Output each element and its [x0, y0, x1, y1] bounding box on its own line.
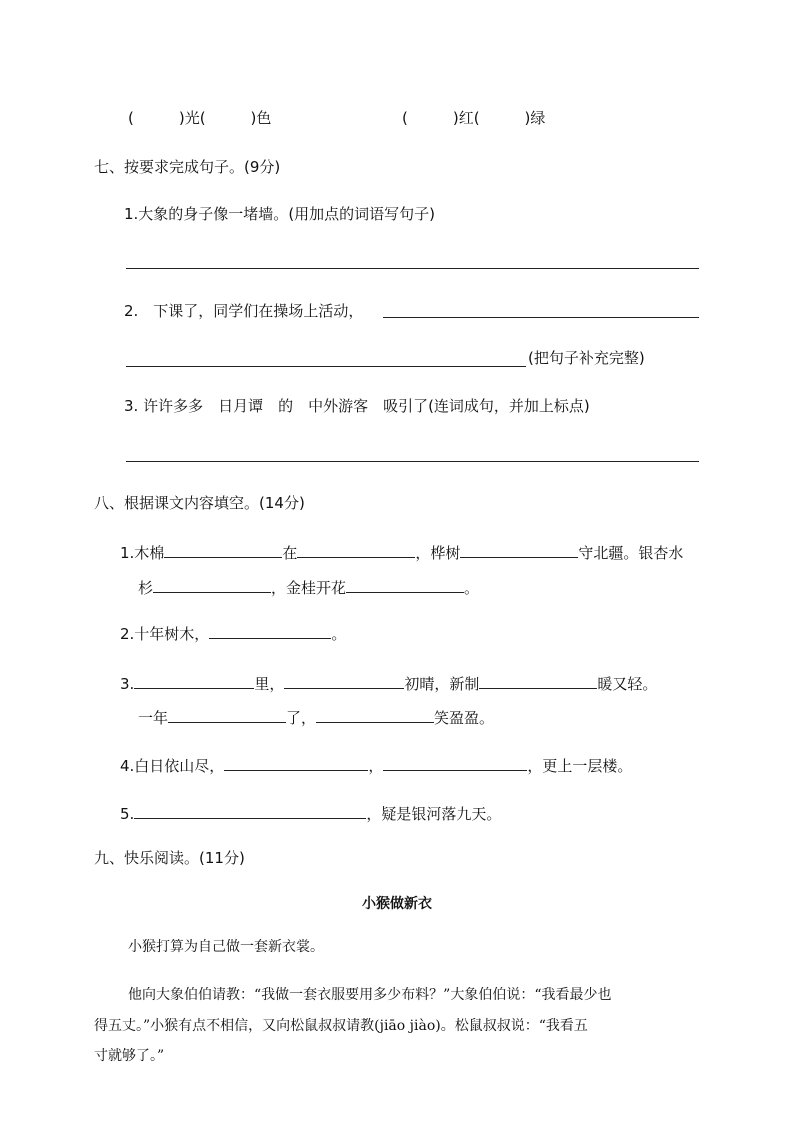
section7-q2-prefix: 2. 下课了，同学们在操场上活动， — [124, 302, 364, 320]
text: 2.十年树木， — [120, 625, 210, 643]
text: 里， — [254, 675, 285, 693]
section8-q2 — [120, 622, 346, 644]
text: ，金桂开花 — [271, 579, 347, 597]
text: 杉 — [138, 579, 154, 597]
story-title: 小猴做新衣 — [362, 896, 432, 912]
text: 一年 — [138, 709, 169, 727]
story-para2-line2: 得五丈。”小猴有点不相信，又向松鼠叔叔请教(jiāo jiào)。松鼠叔叔说：“我看五 — [94, 1018, 588, 1034]
section7-q1: 1.大象的身子像一堵墙。(用加点的词语写句子) — [124, 205, 436, 223]
section8-q3-line1 — [120, 672, 657, 694]
text: ，桦树 — [415, 544, 461, 562]
answer-line[interactable] — [383, 317, 699, 318]
fill-blank[interactable] — [297, 541, 415, 558]
text: 了， — [286, 709, 317, 727]
fill-blank[interactable] — [383, 754, 527, 771]
section8-q5 — [120, 802, 501, 824]
text: 5. — [120, 805, 135, 823]
section7-q2-suffix: (把句子补充完整) — [528, 349, 645, 367]
section8-q1-line1 — [120, 541, 683, 563]
text: 3. — [120, 675, 135, 693]
section7-heading: 七、按要求完成句子。(9分) — [94, 158, 281, 176]
fill-blank[interactable] — [134, 802, 366, 819]
fill-blank[interactable] — [153, 576, 271, 593]
section8-heading: 八、根据课文内容填空。(14分) — [94, 494, 305, 512]
text: 1.木棉 — [120, 544, 165, 562]
fill-blank[interactable] — [224, 754, 368, 771]
fill-blank[interactable] — [168, 706, 286, 723]
section8-q3-line2 — [138, 706, 494, 728]
text: 4.白日依山尽， — [120, 757, 225, 775]
fill-blank[interactable] — [460, 541, 578, 558]
text: 初晴，新制 — [404, 675, 480, 693]
story-para2-line3: 寸就够了。” — [94, 1048, 165, 1064]
text: ，更上一层楼。 — [527, 757, 633, 775]
fill-blank[interactable] — [316, 706, 434, 723]
text: 暖又轻。 — [597, 675, 658, 693]
text: 。 — [331, 625, 347, 643]
text: 守北疆。银杏水 — [578, 544, 684, 562]
text: 笑盈盈。 — [434, 709, 495, 727]
section7-q3: 3. 许许多多 日月谭 的 中外游客 吸引了(连词成句，并加上标点) — [124, 397, 590, 415]
text: 在 — [282, 544, 298, 562]
story-para1: 小猴打算为自己做一套新衣裳。 — [128, 939, 324, 955]
fill-blank[interactable] — [164, 541, 282, 558]
top-row-left: ( )光( )色 — [128, 109, 272, 127]
fill-blank[interactable] — [479, 672, 597, 689]
section8-q1-line2 — [138, 576, 479, 598]
top-row-right: ( )红( )绿 — [402, 109, 546, 127]
answer-line[interactable] — [126, 268, 699, 269]
fill-blank[interactable] — [284, 672, 404, 689]
text: 。 — [464, 579, 480, 597]
section8-q4 — [120, 754, 632, 776]
fill-blank[interactable] — [209, 622, 331, 639]
answer-line[interactable] — [126, 366, 526, 367]
text: ，疑是银河落九天。 — [366, 805, 502, 823]
fill-blank[interactable] — [346, 576, 464, 593]
fill-blank[interactable] — [134, 672, 254, 689]
story-para2-line1: 他向大象伯伯请教：“我做一套衣服要用多少布料？”大象伯伯说：“我看最少也 — [128, 987, 612, 1003]
text: ， — [368, 757, 384, 775]
answer-line[interactable] — [126, 461, 699, 462]
section9-heading: 九、快乐阅读。(11分) — [94, 849, 245, 867]
